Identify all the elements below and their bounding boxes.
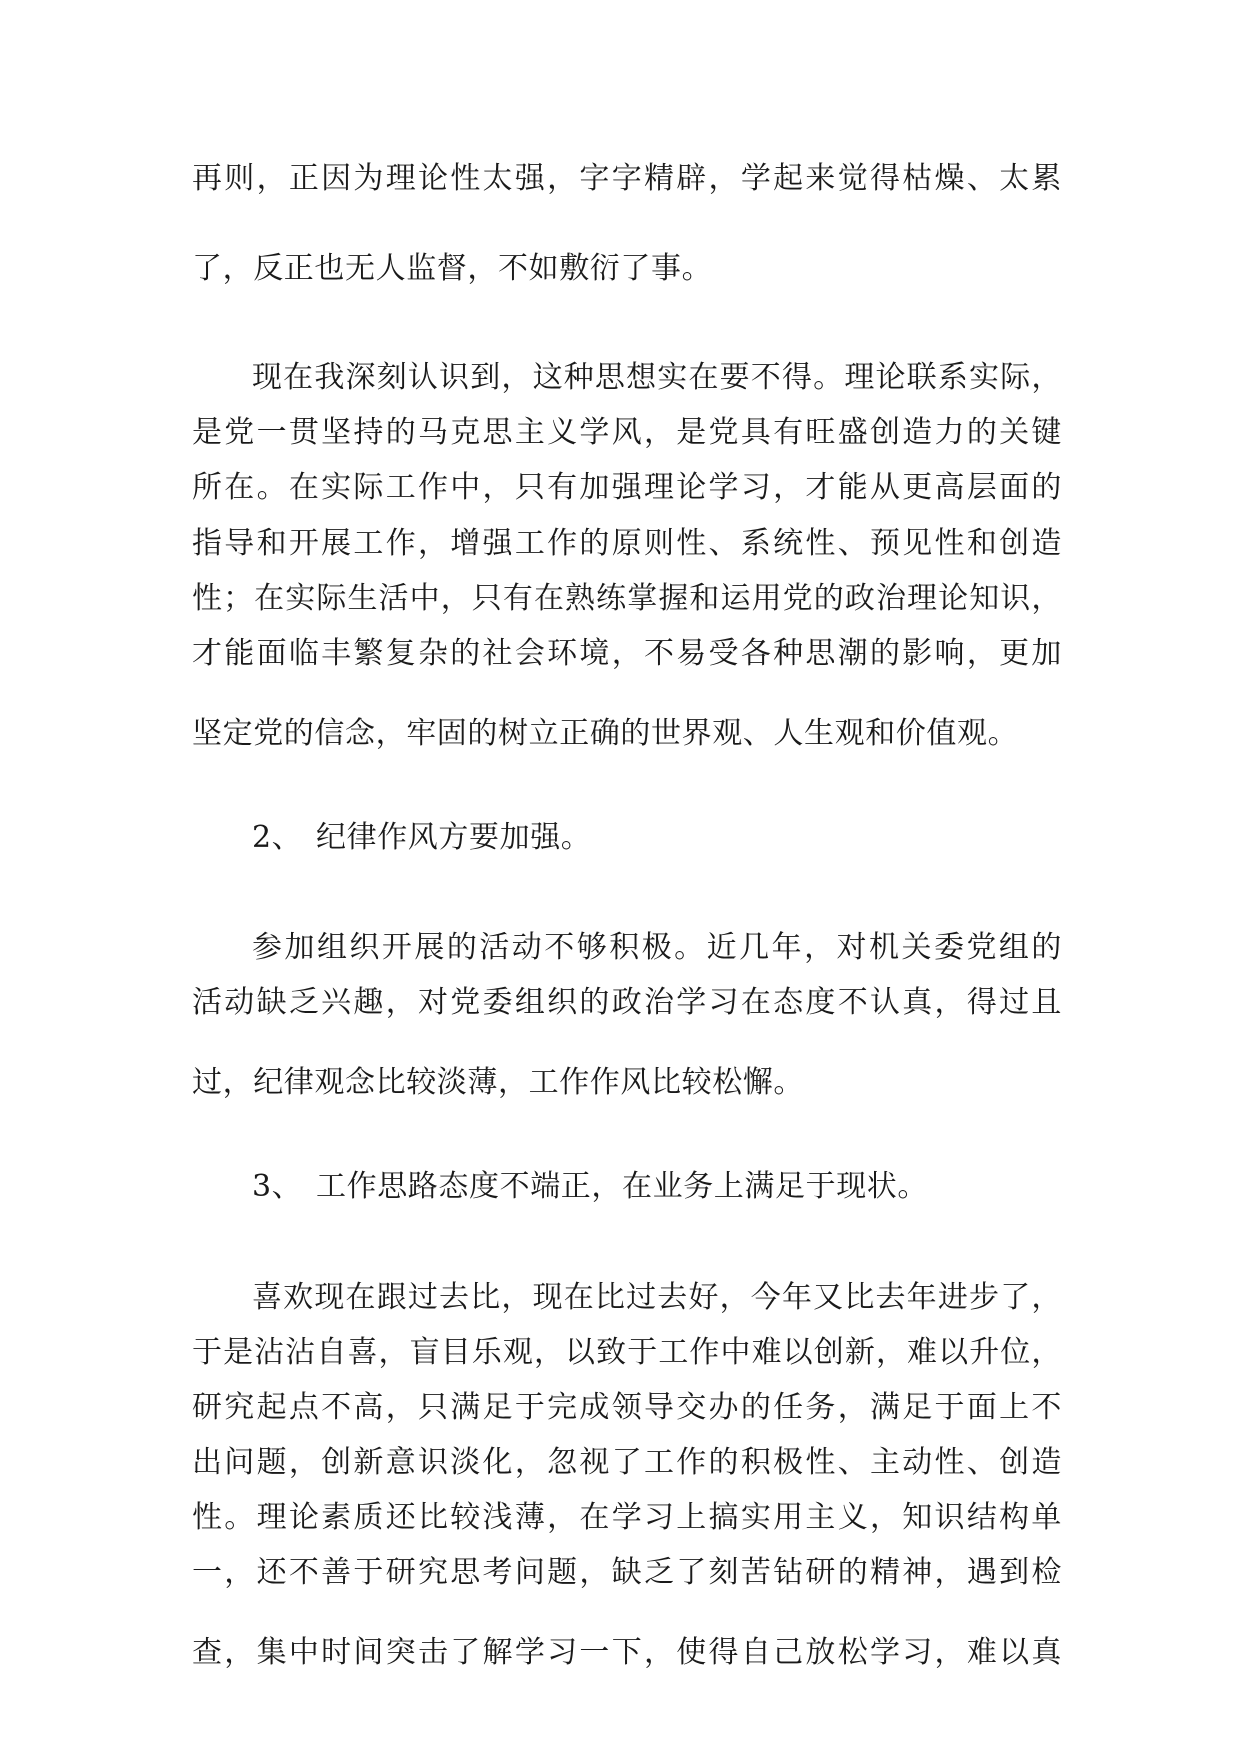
paragraph-4-line-1: 喜欢现在跟过去比，现在比过去好，今年又比去年进步了， bbox=[252, 1280, 1062, 1315]
paragraph-4-line-7: 查，集中时间突击了解学习一下，使得自己放松学习，难以真 bbox=[192, 1635, 1062, 1670]
paragraph-3-line-3: 过，纪律观念比较淡薄，工作作风比较松懈。 bbox=[192, 1065, 804, 1100]
paragraph-1-line-2: 了，反正也无人监督，不如敷衍了事。 bbox=[192, 251, 713, 286]
paragraph-4-line-4: 出问题，创新意识淡化，忽视了工作的积极性、主动性、创造 bbox=[192, 1445, 1062, 1480]
paragraph-4-line-5: 性。理论素质还比较浅薄，在学习上搞实用主义，知识结构单 bbox=[192, 1500, 1062, 1535]
paragraph-2-line-3: 所在。在实际工作中，只有加强理论学习，才能从更高层面的 bbox=[192, 470, 1062, 505]
paragraph-2-line-5: 性；在实际生活中，只有在熟练掌握和运用党的政治理论知识， bbox=[192, 581, 1062, 616]
paragraph-2-line-7: 坚定党的信念，牢固的树立正确的世界观、人生观和价值观。 bbox=[192, 716, 1019, 751]
paragraph-4-line-2: 于是沾沾自喜，盲目乐观，以致于工作中难以创新，难以升位， bbox=[192, 1335, 1062, 1370]
paragraph-2-line-6: 才能面临丰繁复杂的社会环境，不易受各种思潮的影响，更加 bbox=[192, 636, 1062, 671]
section-heading-2-text: 纪律作风方要加强。 bbox=[316, 820, 592, 855]
paragraph-2-line-2: 是党一贯坚持的马克思主义学风，是党具有旺盛创造力的关键 bbox=[192, 415, 1062, 450]
paragraph-4-line-6: 一，还不善于研究思考问题，缺乏了刻苦钻研的精神，遇到检 bbox=[192, 1555, 1062, 1590]
paragraph-4-line-3: 研究起点不高，只满足于完成领导交办的任务，满足于面上不 bbox=[192, 1390, 1062, 1425]
paragraph-2-line-4: 指导和开展工作，增强工作的原则性、系统性、预见性和创造 bbox=[192, 526, 1062, 561]
paragraph-3-line-2: 活动缺乏兴趣，对党委组织的政治学习在态度不认真，得过且 bbox=[192, 985, 1062, 1020]
section-heading-3 bbox=[252, 1167, 928, 1207]
paragraph-2-line-1: 现在我深刻认识到，这种思想实在要不得。理论联系实际， bbox=[252, 360, 1062, 395]
section-heading-3-text: 工作思路态度不端正，在业务上满足于现状。 bbox=[316, 1169, 928, 1204]
paragraph-3-line-1: 参加组织开展的活动不够积极。近几年，对机关委党组的 bbox=[252, 930, 1062, 965]
section-heading-2-number: 2、 bbox=[252, 820, 303, 855]
section-heading-3-number: 3、 bbox=[252, 1169, 303, 1204]
section-heading-2 bbox=[252, 818, 591, 858]
paragraph-1-line-1: 再则，正因为理论性太强，字字精辟，学起来觉得枯燥、太累 bbox=[192, 161, 1062, 196]
